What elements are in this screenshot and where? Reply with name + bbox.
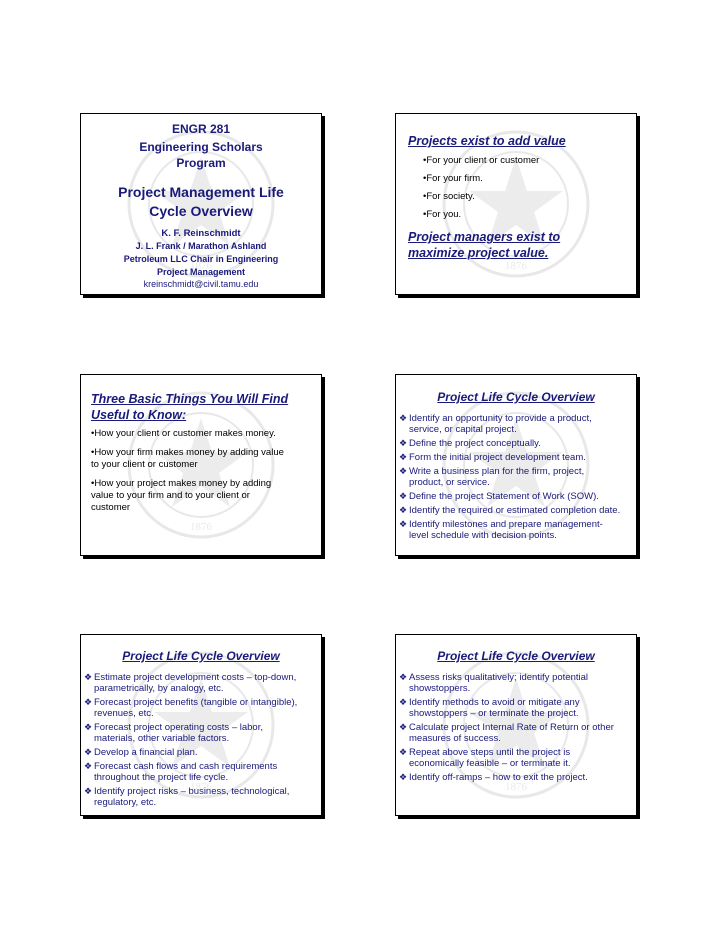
bullet-item [399, 697, 634, 719]
bullet-text: Write a business plan for the firm, project, [409, 466, 585, 477]
bullet-item [399, 438, 634, 449]
paragraph: value to your firm and to your client or [91, 490, 250, 501]
slide-1 [80, 113, 322, 295]
program-line-1: Engineering Scholars [139, 140, 263, 154]
bullet-item [399, 722, 634, 744]
course-code: ENGR 281 [171, 122, 231, 136]
diamond-bullet-icon: ❖ [399, 722, 408, 732]
list-item: •For you. [423, 209, 462, 220]
bullet-text: revenues, etc. [94, 708, 154, 719]
bullet-text: showstoppers – or terminate the project. [409, 708, 579, 719]
slide-heading: Projects exist to add value [408, 134, 566, 148]
bullet-text: Forecast project benefits (tangible or intangible), [94, 697, 298, 708]
bullet-item [399, 519, 634, 541]
diamond-bullet-icon: ❖ [399, 413, 408, 423]
bullet-text: economically feasible – or terminate it. [409, 758, 571, 769]
slide-heading: Three Basic Things You Will Find [91, 392, 289, 406]
bullet-item [399, 491, 634, 502]
diamond-bullet-icon: ❖ [399, 505, 408, 515]
slide-3 [80, 374, 322, 556]
bullet-item [84, 761, 319, 783]
bullet-item [399, 505, 634, 516]
bullet-text: Identify methods to avoid or mitigate any [409, 697, 580, 708]
paragraph: •How your project makes money by adding [91, 478, 272, 489]
list-item: •For your client or customer [423, 155, 540, 166]
bullet-item [399, 747, 634, 769]
bullet-text: regulatory, etc. [94, 797, 157, 808]
bullet-item [84, 786, 319, 808]
bullet-item [399, 466, 634, 488]
bullet-text: Identify an opportunity to provide a product, [409, 413, 592, 424]
slide-2 [395, 113, 637, 295]
bullet-text: service, or capital project. [409, 424, 517, 435]
slide-6 [395, 634, 637, 816]
bullet-text: Develop a financial plan. [94, 747, 198, 758]
slide-4 [395, 374, 637, 556]
bullet-text: Identify milestones and prepare management- [409, 519, 603, 530]
diamond-bullet-icon: ❖ [399, 491, 408, 501]
slide-heading: Project Life Cycle Overview [122, 649, 280, 663]
bullet-text: Forecast project operating costs – labor, [94, 722, 263, 733]
program-line-2: Program [176, 156, 226, 170]
bullet-item [399, 452, 634, 463]
diamond-bullet-icon: ❖ [399, 466, 408, 476]
slide-heading: Useful to Know: [91, 408, 187, 422]
bullet-text: Calculate project Internal Rate of Return or other [409, 722, 614, 733]
chair-line-3: Project Management [156, 267, 246, 277]
bullet-text: parametrically, by analogy, etc. [94, 683, 224, 694]
bullet-text: level schedule with decision points. [409, 530, 557, 541]
list-item: •For your firm. [423, 173, 483, 184]
slide-heading: Project Life Cycle Overview [437, 390, 595, 404]
bullet-text: Define the project conceptually. [409, 438, 541, 449]
bullet-text: throughout the project life cycle. [94, 772, 229, 783]
diamond-bullet-icon: ❖ [84, 761, 93, 771]
bullet-text: Repeat above steps until the project is [409, 747, 571, 758]
bullet-text: materials, other variable factors. [94, 733, 230, 744]
bullet-item [399, 672, 634, 694]
diamond-bullet-icon: ❖ [84, 747, 93, 757]
bullet-text: Identify the required or estimated completion date. [409, 505, 621, 516]
bullet-item [84, 697, 319, 719]
list-item: •For society. [423, 191, 475, 202]
diamond-bullet-icon: ❖ [399, 452, 408, 462]
bullet-text: Assess risks qualitatively; identify potential [409, 672, 588, 683]
diamond-bullet-icon: ❖ [399, 438, 408, 448]
paragraph: •How your firm makes money by adding value [91, 447, 284, 458]
author-name: K. F. Reinschmidt [161, 228, 241, 239]
bullet-text: product, or service. [409, 477, 490, 488]
bullet-item [399, 413, 634, 435]
diamond-bullet-icon: ❖ [399, 772, 408, 782]
bullet-text: Estimate project development costs – top-down, [94, 672, 297, 683]
slide-5 [80, 634, 322, 816]
diamond-bullet-icon: ❖ [399, 747, 408, 757]
paragraph: customer [91, 502, 131, 513]
diamond-bullet-icon: ❖ [84, 672, 93, 682]
paragraph: •How your client or customer makes money. [91, 428, 276, 439]
author-email[interactable]: kreinschmidt@civil.tamu.edu [143, 279, 259, 289]
bullet-item [84, 747, 319, 758]
paragraph: to your client or customer [91, 459, 198, 470]
bullet-item [399, 772, 634, 783]
slide-title-line-2: Cycle Overview [149, 203, 253, 219]
bullet-text: measures of success. [409, 733, 501, 744]
slide-heading: Project managers exist to [408, 230, 561, 244]
bullet-text: Identify project risks – business, technological, [94, 786, 290, 797]
diamond-bullet-icon: ❖ [399, 672, 408, 682]
chair-line-1: J. L. Frank / Marathon Ashland [135, 241, 267, 251]
chair-line-2: Petroleum LLC Chair in Engineering [123, 254, 279, 264]
bullet-item [84, 672, 319, 694]
bullet-text: Define the project Statement of Work (SOW). [409, 491, 599, 502]
bullet-text: showstoppers. [409, 683, 471, 694]
diamond-bullet-icon: ❖ [84, 786, 93, 796]
diamond-bullet-icon: ❖ [84, 697, 93, 707]
bullet-text: Form the initial project development team. [409, 452, 586, 463]
bullet-text: Forecast cash flows and cash requirements [94, 761, 278, 772]
diamond-bullet-icon: ❖ [399, 697, 408, 707]
slide-heading: Project Life Cycle Overview [437, 649, 595, 663]
slide-title-line-1: Project Management Life [118, 184, 284, 200]
slide-heading: maximize project value. [408, 246, 549, 260]
diamond-bullet-icon: ❖ [84, 722, 93, 732]
diamond-bullet-icon: ❖ [399, 519, 408, 529]
bullet-text: Identify off-ramps – how to exit the project. [409, 772, 588, 783]
bullet-item [84, 722, 319, 744]
